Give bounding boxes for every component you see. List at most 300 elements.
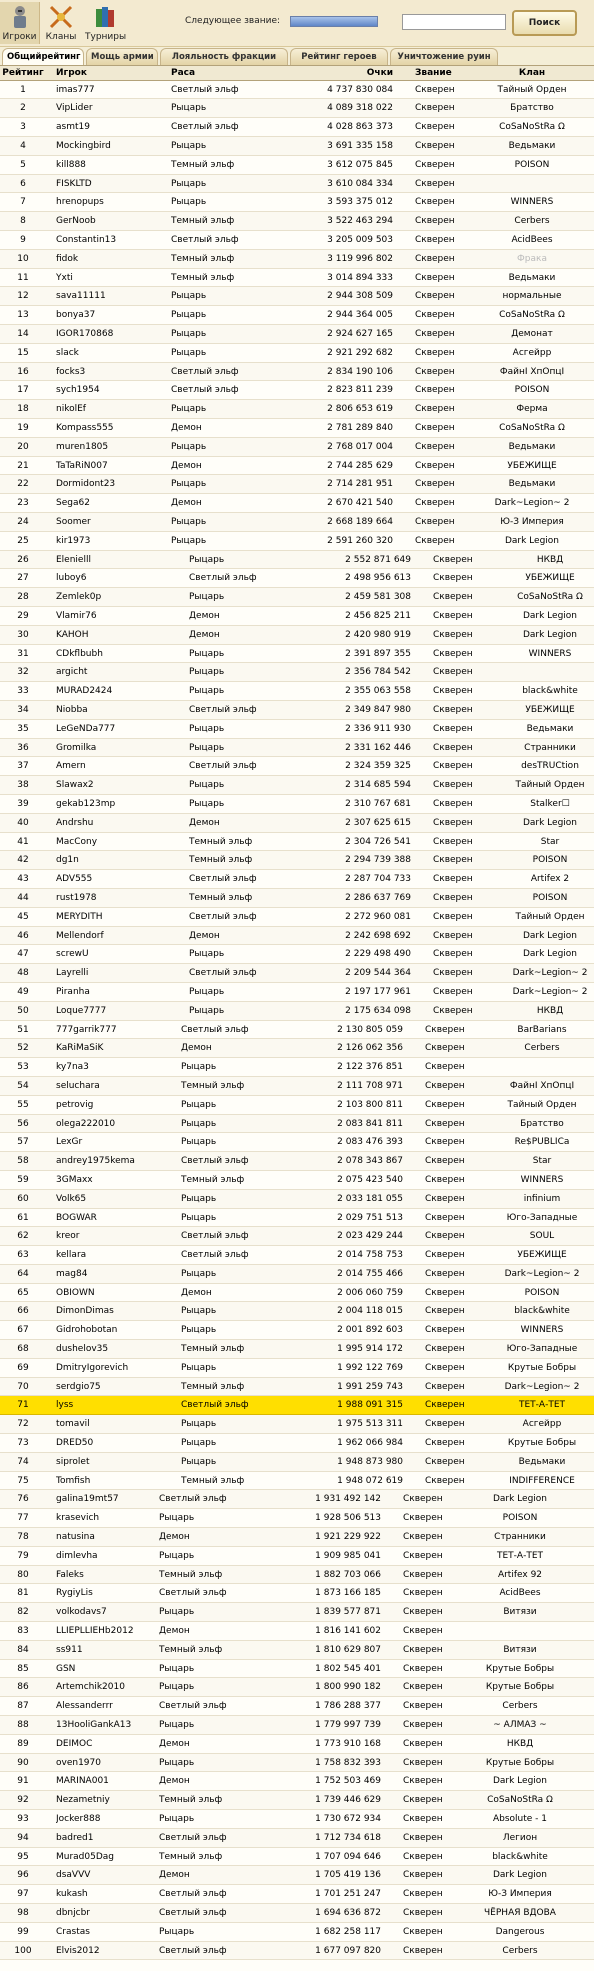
- player-name-link[interactable]: ky7na3: [56, 1062, 89, 1073]
- race-cell: Рыцарь: [189, 1005, 225, 1016]
- player-name-link[interactable]: DRED50: [56, 1438, 94, 1449]
- player-name-link[interactable]: kreor: [56, 1231, 80, 1242]
- clan-link[interactable]: ФайнI ХпОпцI: [499, 366, 565, 377]
- clan-link[interactable]: Dangerous: [495, 1926, 545, 1937]
- clan-link[interactable]: Ведьмаки: [526, 723, 574, 734]
- rank-title-cell: Скверен: [425, 1419, 465, 1430]
- player-name-link[interactable]: 13HooliGankA13: [56, 1720, 132, 1731]
- rank-cell: 25: [17, 535, 29, 546]
- player-name-link[interactable]: KAHOH: [56, 629, 89, 640]
- clan-link[interactable]: CoSaNoStRa Ω: [499, 423, 565, 434]
- clan-link[interactable]: Тайный Орден: [507, 1099, 577, 1110]
- player-name-link[interactable]: asmt19: [56, 122, 90, 133]
- player-name-link[interactable]: fidok: [56, 253, 79, 264]
- clan-link[interactable]: ~ АЛМАЗ ~: [493, 1720, 547, 1731]
- clan-link[interactable]: Star: [540, 836, 560, 847]
- rank-cell: 18: [17, 404, 29, 415]
- clan-link[interactable]: Cerbers: [524, 1043, 560, 1054]
- race-cell: Рыцарь: [181, 1212, 217, 1223]
- clan-link[interactable]: WINNERS: [520, 1174, 564, 1185]
- clan-link[interactable]: Тайный Орден: [515, 911, 585, 922]
- player-name-link[interactable]: dbnjcbr: [56, 1907, 90, 1918]
- rank-title-cell: Скверен: [415, 178, 455, 189]
- player-name-link[interactable]: MARINA001: [56, 1776, 109, 1787]
- player-name-link[interactable]: Soomer: [56, 517, 91, 528]
- player-name-link[interactable]: ADV555: [56, 874, 93, 885]
- player-name-link[interactable]: CDkflbubh: [56, 648, 103, 659]
- player-name-link[interactable]: ss911: [56, 1644, 83, 1655]
- rank-title-cell: Скверен: [433, 930, 473, 941]
- clan-link[interactable]: Витязи: [503, 1607, 537, 1618]
- race-cell: Рыцарь: [171, 441, 207, 452]
- score-cell: 1 810 629 807: [315, 1644, 381, 1655]
- clan-link[interactable]: Юго-Западные: [506, 1212, 578, 1223]
- clan-link[interactable]: Братство: [510, 103, 554, 114]
- clan-link[interactable]: Dark Legion: [522, 611, 578, 621]
- clan-link[interactable]: WINNERS: [528, 648, 572, 659]
- player-name-link[interactable]: bonya37: [56, 310, 96, 321]
- race-cell: Светлый эльф: [181, 1250, 249, 1261]
- player-name-link[interactable]: DmitryIgorevich: [56, 1362, 129, 1373]
- clan-link[interactable]: BarBarians: [517, 1024, 567, 1035]
- player-name-link[interactable]: mag84: [56, 1268, 88, 1279]
- player-name-link[interactable]: OBIOWN: [56, 1287, 95, 1298]
- player-name-link[interactable]: Mellendorf: [56, 930, 104, 941]
- table-row: [0, 381, 594, 400]
- race-cell: Темный эльф: [171, 159, 235, 170]
- rank-cell: 23: [17, 498, 29, 509]
- clan-link[interactable]: POISON: [532, 855, 568, 866]
- player-name-link[interactable]: Murad05Dag: [56, 1851, 115, 1862]
- player-name-link[interactable]: petrovig: [56, 1099, 94, 1110]
- player-name-link[interactable]: kir1973: [56, 535, 91, 546]
- clan-link[interactable]: Artifex 92: [497, 1569, 543, 1580]
- clan-link[interactable]: Cerbers: [514, 216, 550, 227]
- rank-title-cell: Скверен: [433, 686, 473, 697]
- clan-link[interactable]: AcidBees: [511, 235, 553, 246]
- nav-tournaments-button[interactable]: [85, 2, 125, 44]
- score-cell: 1 931 492 142: [315, 1494, 381, 1505]
- player-name-link[interactable]: Jocker888: [56, 1814, 101, 1824]
- clan-link[interactable]: НКВД: [506, 1738, 534, 1749]
- table-row: [0, 1171, 594, 1190]
- clan-link[interactable]: Ведьмаки: [508, 272, 556, 283]
- tab-faction-loyalty[interactable]: Лояльность фракции: [160, 48, 288, 65]
- clan-link[interactable]: Ю-З Империя: [500, 517, 564, 528]
- clan-link[interactable]: WINNERS: [520, 1325, 564, 1336]
- player-name-link[interactable]: Dormidont23: [56, 479, 116, 490]
- clan-link[interactable]: Странники: [524, 742, 576, 753]
- clan-link[interactable]: Star: [532, 1156, 552, 1167]
- rank-title-cell: Скверен: [433, 855, 473, 866]
- player-name-link[interactable]: serdgio75: [56, 1381, 101, 1392]
- rank-title-cell: Скверен: [415, 498, 455, 509]
- clan-link[interactable]: Dark Legion: [504, 535, 560, 546]
- player-name-link[interactable]: Elenielll: [56, 554, 91, 565]
- score-cell: 4 028 863 373: [327, 122, 393, 133]
- score-cell: 2 126 062 356: [337, 1043, 403, 1054]
- player-name-link[interactable]: Slawax2: [56, 780, 94, 791]
- table-row: [0, 1660, 594, 1679]
- player-name-link[interactable]: Crastas: [56, 1926, 90, 1937]
- table-row: [0, 363, 594, 382]
- clan-link[interactable]: CoSaNoStRa Ω: [499, 122, 565, 133]
- player-name-link[interactable]: seluchara: [56, 1080, 100, 1091]
- player-name-link[interactable]: MERYDITH: [56, 911, 103, 922]
- player-name-link[interactable]: GerNoob: [56, 216, 96, 227]
- player-name-link[interactable]: Tomfish: [56, 1475, 91, 1486]
- race-cell: Темный эльф: [181, 1475, 245, 1486]
- table-row: [0, 1265, 594, 1284]
- score-cell: 2 001 892 603: [337, 1325, 403, 1336]
- clan-link[interactable]: CoSaNoStRa Ω: [487, 1795, 553, 1806]
- clan-link[interactable]: нормальные: [502, 291, 562, 302]
- clan-link[interactable]: Юго-Западные: [506, 1344, 578, 1355]
- clan-link[interactable]: Dark Legion: [522, 949, 578, 960]
- player-name-link[interactable]: nikolEf: [56, 404, 86, 415]
- table-row: [0, 81, 594, 100]
- player-name-link[interactable]: muren1805: [56, 441, 109, 452]
- rank-cell: 2: [20, 103, 26, 114]
- clan-link[interactable]: SOUL: [529, 1231, 555, 1242]
- clan-link[interactable]: Фрака: [517, 253, 547, 264]
- player-name-link[interactable]: andrey1975kema: [56, 1156, 135, 1167]
- score-cell: 4 089 318 022: [327, 103, 393, 114]
- player-name-link[interactable]: Zemlek0p: [56, 592, 102, 603]
- table-row: [0, 1415, 594, 1434]
- clan-link[interactable]: Dark~Legion~ 2: [512, 968, 588, 979]
- score-cell: 1 948 873 980: [337, 1456, 403, 1467]
- clan-link[interactable]: Dark Legion: [492, 1870, 548, 1881]
- table-row: [0, 438, 594, 457]
- race-cell: Светлый эльф: [171, 366, 239, 377]
- player-name-link[interactable]: Layrelli: [56, 968, 89, 979]
- rank-title-cell: Скверен: [415, 460, 455, 471]
- nav-players-button[interactable]: [0, 2, 40, 44]
- player-name-link[interactable]: Vlamir76: [56, 611, 97, 621]
- player-name-link[interactable]: Gromilka: [56, 742, 97, 753]
- clan-link[interactable]: black&white: [492, 1851, 548, 1862]
- clan-link[interactable]: НКВД: [536, 1005, 564, 1016]
- player-name-link[interactable]: oven1970: [56, 1757, 101, 1768]
- race-cell: Темный эльф: [159, 1851, 223, 1862]
- clan-link[interactable]: Крутые Бобры: [485, 1757, 555, 1768]
- player-name-link[interactable]: olega222010: [56, 1118, 116, 1129]
- rank-title-cell: Скверен: [425, 1043, 465, 1054]
- rank-cell: 89: [17, 1738, 29, 1749]
- player-name-link[interactable]: 3GMaxx: [56, 1174, 93, 1185]
- rank-title-cell: Скверен: [415, 216, 455, 227]
- clan-link[interactable]: Dark Legion: [492, 1494, 548, 1505]
- table-row: [0, 607, 594, 626]
- clan-link[interactable]: POISON: [514, 159, 550, 170]
- rank-cell: 1: [20, 84, 26, 95]
- tab-hero-rating[interactable]: Рейтинг героев: [290, 48, 388, 65]
- race-cell: Рыцарь: [189, 780, 225, 791]
- player-name-link[interactable]: MacCony: [56, 836, 98, 847]
- clan-link[interactable]: POISON: [514, 385, 550, 396]
- player-name-link[interactable]: tomavil: [56, 1419, 90, 1430]
- player-name-link[interactable]: dimlevha: [56, 1550, 98, 1561]
- rank-title-cell: Скверен: [425, 1400, 465, 1411]
- player-name-link[interactable]: Volk65: [56, 1193, 87, 1204]
- player-name-link[interactable]: volkodavs7: [56, 1607, 107, 1618]
- score-cell: 2 083 476 393: [337, 1137, 403, 1148]
- player-name-link[interactable]: badred1: [56, 1832, 94, 1843]
- player-name-link[interactable]: Mockingbird: [56, 141, 111, 152]
- player-name-link[interactable]: GSN: [56, 1663, 76, 1674]
- player-name-link[interactable]: argicht: [56, 667, 88, 678]
- score-cell: 1 800 990 182: [315, 1682, 381, 1693]
- clan-link[interactable]: Cerbers: [502, 1945, 538, 1956]
- race-cell: Демон: [189, 629, 220, 640]
- race-cell: Рыцарь: [181, 1268, 217, 1279]
- rank-cell: 45: [17, 911, 29, 922]
- clan-link[interactable]: WINNERS: [510, 197, 554, 208]
- player-name-link[interactable]: focks3: [56, 366, 86, 377]
- clan-link[interactable]: ЧЁРНАЯ ВДОВА: [484, 1907, 556, 1918]
- search-input[interactable]: [402, 14, 506, 30]
- clan-link[interactable]: infinium: [523, 1193, 561, 1204]
- clan-link[interactable]: AcidBees: [499, 1588, 541, 1599]
- player-name-link[interactable]: siprolet: [56, 1456, 90, 1467]
- clan-link[interactable]: Братство: [520, 1118, 564, 1129]
- clan-link[interactable]: Ферма: [516, 404, 548, 415]
- player-name-link[interactable]: RygiyLis: [56, 1588, 93, 1599]
- search-button[interactable]: Поиск: [512, 10, 577, 36]
- score-cell: 2 834 190 106: [327, 366, 393, 377]
- table-row: [0, 814, 594, 833]
- header-score[interactable]: Очки: [366, 68, 393, 78]
- rank-title-cell: Скверен: [415, 310, 455, 321]
- table-row: [0, 645, 594, 664]
- clan-link[interactable]: CoSaNoStRa Ω: [499, 310, 565, 321]
- player-name-link[interactable]: 777garrik777: [56, 1024, 117, 1035]
- clan-link[interactable]: УБЕЖИЩЕ: [517, 1250, 567, 1261]
- table-row: [0, 1039, 594, 1058]
- clan-link[interactable]: ФайнI ХпОпцI: [509, 1080, 575, 1091]
- race-cell: Темный эльф: [181, 1381, 245, 1392]
- table-row: [0, 1284, 594, 1303]
- nav-clans-button[interactable]: [41, 2, 81, 44]
- table-row: [0, 1678, 594, 1697]
- player-name-link[interactable]: Alessanderrr: [56, 1701, 113, 1712]
- rank-title-cell: Скверен: [433, 761, 473, 772]
- race-cell: Демон: [171, 498, 202, 509]
- player-name-link[interactable]: KaRiMaSiK: [56, 1043, 104, 1054]
- clan-link[interactable]: Тайный Орден: [497, 84, 567, 95]
- player-name-link[interactable]: Constantin13: [56, 235, 117, 246]
- clan-link[interactable]: УБЕЖИЩЕ: [525, 704, 575, 715]
- player-name-link[interactable]: LeGeNDa777: [56, 723, 116, 734]
- clan-link[interactable]: Dark~Legion~ 2: [504, 1381, 580, 1392]
- clan-link[interactable]: НКВД: [536, 554, 564, 565]
- clan-link[interactable]: Асгейрр: [522, 1419, 562, 1430]
- player-name-link[interactable]: BOGWAR: [56, 1212, 97, 1223]
- clan-link[interactable]: black&white: [514, 1306, 570, 1317]
- clan-link[interactable]: Странники: [494, 1532, 546, 1543]
- clan-link[interactable]: Cerbers: [502, 1701, 538, 1712]
- race-cell: Рыцарь: [171, 291, 207, 302]
- clan-link[interactable]: Ведьмаки: [508, 141, 556, 152]
- player-name-link[interactable]: TaTaRiN007: [56, 460, 108, 471]
- clan-link[interactable]: Dark~Legion~ 2: [494, 498, 570, 509]
- score-cell: 2 498 956 613: [345, 573, 411, 584]
- clan-link[interactable]: Демонат: [511, 329, 553, 340]
- score-cell: 2 078 343 867: [337, 1156, 403, 1167]
- clan-link[interactable]: УБЕЖИЩЕ: [507, 460, 557, 471]
- player-name-link[interactable]: lyss: [56, 1400, 74, 1411]
- table-row: [0, 137, 594, 156]
- player-name-link[interactable]: Faleks: [56, 1569, 84, 1580]
- clan-link[interactable]: Ведьмаки: [508, 479, 556, 490]
- clan-link[interactable]: Dark Legion: [522, 629, 578, 640]
- header-race[interactable]: Раса: [171, 68, 196, 78]
- player-name-link[interactable]: MURAD2424: [56, 686, 113, 697]
- score-cell: 2 304 726 541: [345, 836, 411, 847]
- clan-link[interactable]: desTRUCtion: [521, 761, 579, 772]
- table-row: [0, 1866, 594, 1885]
- tab-ruins-destruction[interactable]: Уничтожение руин: [390, 48, 498, 65]
- race-cell: Рыцарь: [159, 1682, 195, 1693]
- player-name-link[interactable]: kellara: [56, 1250, 87, 1261]
- rank-cell: 24: [17, 517, 29, 528]
- rank-title-cell: Скверен: [433, 648, 473, 659]
- player-name-link[interactable]: Niobba: [56, 704, 88, 715]
- clan-link[interactable]: POISON: [524, 1287, 560, 1298]
- player-name-link[interactable]: gekab123mp: [56, 798, 116, 809]
- race-cell: Рыцарь: [189, 667, 225, 678]
- clan-link[interactable]: Re$PUBLICa: [514, 1137, 570, 1148]
- rank-title-cell: Скверен: [403, 1889, 443, 1900]
- header-player[interactable]: Игрок: [56, 68, 87, 78]
- player-name-link[interactable]: Amern: [56, 761, 86, 772]
- clan-link[interactable]: Асгейрр: [512, 347, 552, 358]
- tab-army-power[interactable]: Мощь армии: [86, 48, 158, 65]
- race-cell: Темный эльф: [159, 1569, 223, 1580]
- player-name-link[interactable]: luboy6: [56, 573, 87, 584]
- player-name-link[interactable]: LLIEPLLIEHb2012: [56, 1626, 134, 1637]
- player-name-link[interactable]: kukash: [56, 1889, 88, 1900]
- clan-link[interactable]: POISON: [502, 1513, 538, 1524]
- clan-link[interactable]: Ведьмаки: [508, 441, 556, 452]
- player-name-link[interactable]: LexGr: [56, 1137, 83, 1148]
- player-name-link[interactable]: rust1978: [56, 892, 97, 903]
- player-name-link[interactable]: Gidrohobotan: [56, 1325, 118, 1336]
- table-row: [0, 851, 594, 870]
- clan-link[interactable]: Dark~Legion~ 2: [512, 986, 588, 997]
- player-name-link[interactable]: natusina: [56, 1532, 95, 1543]
- score-cell: 1 909 985 041: [315, 1550, 381, 1561]
- header-rank[interactable]: Рейтинг: [2, 68, 44, 78]
- player-name-link[interactable]: Nezametniy: [56, 1795, 110, 1806]
- clan-link[interactable]: Тайный Орден: [515, 780, 585, 791]
- player-name-link[interactable]: Yxti: [56, 272, 73, 283]
- player-name-link[interactable]: screwU: [56, 949, 89, 960]
- race-cell: Рыцарь: [181, 1118, 217, 1129]
- player-name-link[interactable]: DimonDimas: [56, 1306, 114, 1317]
- rank-cell: 52: [17, 1043, 29, 1054]
- score-cell: 2 209 544 364: [345, 968, 411, 979]
- player-name-link[interactable]: slack: [56, 347, 79, 358]
- race-cell: Рыцарь: [181, 1306, 217, 1317]
- player-name-link[interactable]: Sega62: [56, 498, 90, 509]
- race-cell: Рыцарь: [189, 742, 225, 753]
- rank-cell: 98: [17, 1907, 29, 1918]
- table-row: [0, 889, 594, 908]
- player-name-link[interactable]: Loque7777: [56, 1005, 107, 1016]
- clan-link[interactable]: Крутые Бобры: [507, 1362, 577, 1373]
- clan-link[interactable]: POISON: [532, 892, 568, 903]
- player-name-link[interactable]: DEIMOC: [56, 1738, 93, 1749]
- clan-link[interactable]: ТЕТ-А-ТЕТ: [518, 1400, 565, 1411]
- clan-link[interactable]: Легион: [502, 1832, 538, 1843]
- clan-link[interactable]: Крутые Бобры: [485, 1663, 555, 1674]
- player-name-link[interactable]: sych1954: [56, 385, 100, 396]
- header-clan[interactable]: Клан: [518, 68, 546, 78]
- header-title[interactable]: Звание: [415, 68, 452, 78]
- player-name-link[interactable]: Kompass555: [56, 423, 114, 434]
- player-name-link[interactable]: dsaVVV: [56, 1870, 91, 1881]
- rank-cell: 75: [17, 1475, 29, 1486]
- clan-link[interactable]: Витязи: [503, 1644, 537, 1655]
- player-name-link[interactable]: FISKLTD: [56, 178, 92, 189]
- clan-link[interactable]: CoSaNoStRa Ω: [517, 592, 583, 603]
- clan-link[interactable]: Dark~Legion~ 2: [504, 1268, 580, 1279]
- rank-cell: 87: [17, 1701, 29, 1712]
- rank-title-cell: Скверен: [425, 1362, 465, 1373]
- rank-cell: 36: [17, 742, 29, 753]
- tab-overall-rating[interactable]: Общийрейтинг: [2, 48, 84, 65]
- rank-title-cell: Скверен: [433, 892, 473, 903]
- clan-link[interactable]: Крутые Бобры: [507, 1438, 577, 1449]
- player-name-link[interactable]: krasevich: [56, 1513, 100, 1524]
- player-name-link[interactable]: Piranha: [56, 986, 90, 997]
- player-name-link[interactable]: Andrshu: [56, 817, 94, 828]
- clan-link[interactable]: УБЕЖИЩЕ: [525, 573, 575, 584]
- rank-cell: 40: [17, 817, 29, 828]
- rank-cell: 34: [17, 704, 29, 715]
- player-name-link[interactable]: Elvis2012: [56, 1945, 100, 1956]
- player-name-link[interactable]: Artemchik2010: [56, 1682, 125, 1693]
- clan-link[interactable]: black&white: [522, 686, 578, 697]
- clan-link[interactable]: Dark Legion: [492, 1776, 548, 1787]
- player-name-link[interactable]: hrenopups: [56, 197, 104, 208]
- player-name-link[interactable]: IGOR170868: [56, 329, 114, 340]
- score-cell: 2 014 758 753: [337, 1250, 403, 1261]
- clan-link[interactable]: ТЕТ-А-ТЕТ: [496, 1550, 543, 1561]
- clan-link[interactable]: Artifex 2: [530, 874, 570, 885]
- rank-title-cell: Скверен: [415, 197, 455, 208]
- clan-link[interactable]: INDIFFERENCE: [509, 1475, 575, 1486]
- player-name-link[interactable]: VipLider: [56, 103, 93, 114]
- table-row: [0, 701, 594, 720]
- clan-link[interactable]: Dark Legion: [522, 817, 578, 828]
- clan-link[interactable]: Ю-З Империя: [488, 1889, 552, 1900]
- player-name-link[interactable]: imas777: [56, 84, 95, 95]
- clan-link[interactable]: Stalker☐: [530, 798, 570, 809]
- clan-link[interactable]: Ведьмаки: [518, 1456, 566, 1467]
- player-name-link[interactable]: galina19mt57: [56, 1494, 119, 1505]
- clan-link[interactable]: Absolute - 1: [492, 1814, 548, 1824]
- player-name-link[interactable]: dushelov35: [56, 1344, 109, 1355]
- table-row: [0, 626, 594, 645]
- player-name-link[interactable]: kill888: [56, 159, 86, 170]
- player-name-link[interactable]: dg1n: [56, 855, 79, 866]
- clan-link[interactable]: Крутые Бобры: [485, 1682, 555, 1693]
- clan-link[interactable]: Dark Legion: [522, 930, 578, 941]
- player-name-link[interactable]: sava11111: [56, 291, 106, 302]
